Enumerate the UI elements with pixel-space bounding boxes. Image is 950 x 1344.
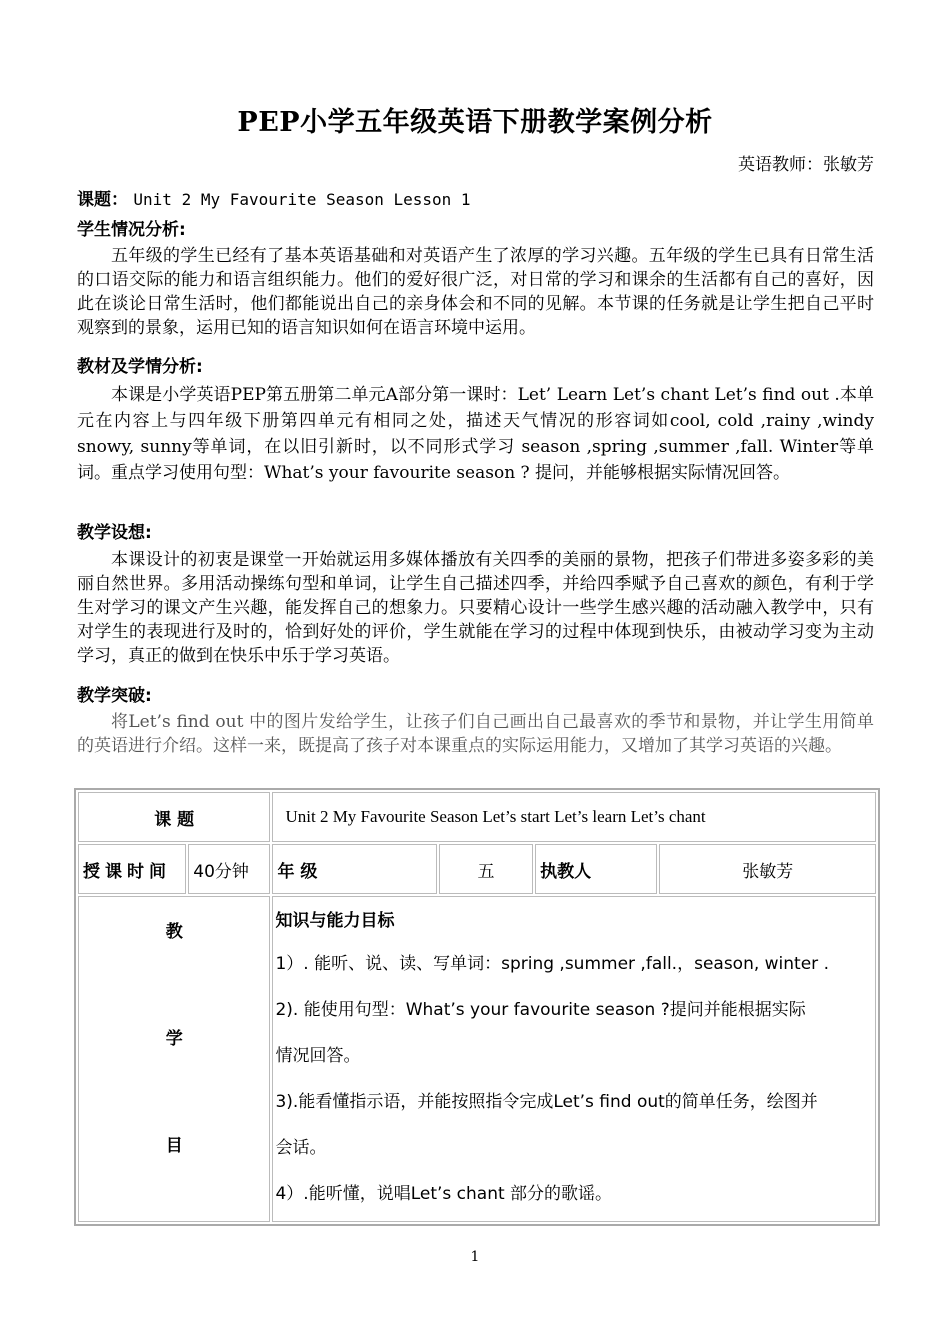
- section-body-breakthrough: 将Let’s find out 中的图片发给学生，让孩子们自己画出自己最喜欢的季节和景物，并让学生用简单的英语进行介绍。这样一来，既提高了孩子对本课重点的实际运用能力，又增加了其学习英语的兴趣。: [77, 712, 874, 756]
- table-teacher-value: 张敏芳: [659, 844, 876, 894]
- goal-line-6: 4）.能听懂，说唱Let’s chant 部分的歌谣。: [275, 1184, 613, 1204]
- table-grade-value: 五: [439, 844, 533, 894]
- author-line: 英语教师：张敏芳: [738, 155, 874, 175]
- goal-line-2: 2). 能使用句型：What’s your favourite season ?提问并能根据实际: [275, 1000, 806, 1020]
- goal-char-2: 学: [165, 1029, 183, 1049]
- topic-value: Unit 2 My Favourite Season Lesson 1: [133, 190, 471, 209]
- document-title: PEP小学五年级英语下册教学案例分析: [237, 107, 713, 138]
- section-body-materials: 本课是小学英语PEP第五册第二单元A部分第一课时：Let’ Learn Let’s chant Let’s find out .本单元在内容上与四年级下册第四单元有相同之处，描述天气情况的形容词如cool, cold ,rainy ,windy snowy, sunny等单词，在以旧引新时，以不同形式学习 season ,spring ,summer ,fall. Winter等单词。重点学习使用句型：What’s your favourite season ? 提问，并能够根据实际情况回答。: [77, 385, 874, 483]
- goal-heading: 知识与能力目标: [275, 911, 395, 931]
- table-time-label: 授课时间: [78, 844, 186, 894]
- section-heading-students: 学生情况分析:: [77, 220, 186, 240]
- goal-line-1: 1）. 能听、说、读、写单词：spring ,summer ,fall.，season, winter .: [275, 954, 829, 974]
- page-number: 1: [470, 1249, 480, 1265]
- table-grade-label: 年 级: [272, 844, 436, 894]
- goal-line-4: 3).能看懂指示语，并能按照指令完成Let’s find out的简单任务，绘图并: [275, 1092, 818, 1112]
- section-body-design: 本课设计的初衷是课堂一开始就运用多媒体播放有关四季的美丽的景物，把孩子们带进多姿多彩的美丽自然世界。多用活动操练句型和单词，让学生自己描述四季，并给四季赋予自己喜欢的颜色，有利于学生对学习的课文产生兴趣，能发挥自己的想象力。只要精心设计一些学生感兴趣的活动融入教学中，只有对学生的表现进行及时的，恰到好处的评价，学生就能在学习的过程中体现到快乐，由被动学习变为主动学习，真正的做到在快乐中乐于学习英语。: [77, 550, 874, 666]
- table-teacher-label: 执教人: [535, 844, 657, 894]
- lesson-plan-table: [74, 788, 880, 1226]
- topic-label: 课题：: [77, 190, 128, 210]
- table-topic-label: 课 题: [78, 792, 270, 842]
- goal-line-3: 情况回答。: [275, 1046, 361, 1066]
- goal-line-5: 会话。: [275, 1138, 327, 1158]
- section-body-students: 五年级的学生已经有了基本英语基础和对英语产生了浓厚的学习兴趣。五年级的学生已具有日常生活的口语交际的能力和语言组织能力。他们的爱好很广泛，对日常的学习和课余的生活都有自己的喜好，因此在谈论日常生活时，他们都能说出自己的亲身体会和不同的见解。本节课的任务就是让学生把自己平时观察到的景象，运用已知的语言知识如何在语言环境中运用。: [77, 246, 874, 338]
- section-heading-design: 教学设想:: [77, 523, 152, 543]
- goal-char-1: 教: [165, 922, 183, 942]
- section-heading-breakthrough: 教学突破:: [77, 686, 152, 706]
- topic-line: [77, 185, 874, 210]
- goal-char-3: 目: [165, 1136, 183, 1156]
- table-topic-value: Unit 2 My Favourite Season Let’s start Let’s learn Let’s chant: [272, 792, 876, 842]
- table-time-value: 40分钟: [188, 844, 270, 894]
- table-goal-label-cell: [78, 896, 270, 1222]
- table-goal-content-cell: [272, 896, 876, 1222]
- section-heading-materials: 教材及学情分析:: [77, 357, 203, 377]
